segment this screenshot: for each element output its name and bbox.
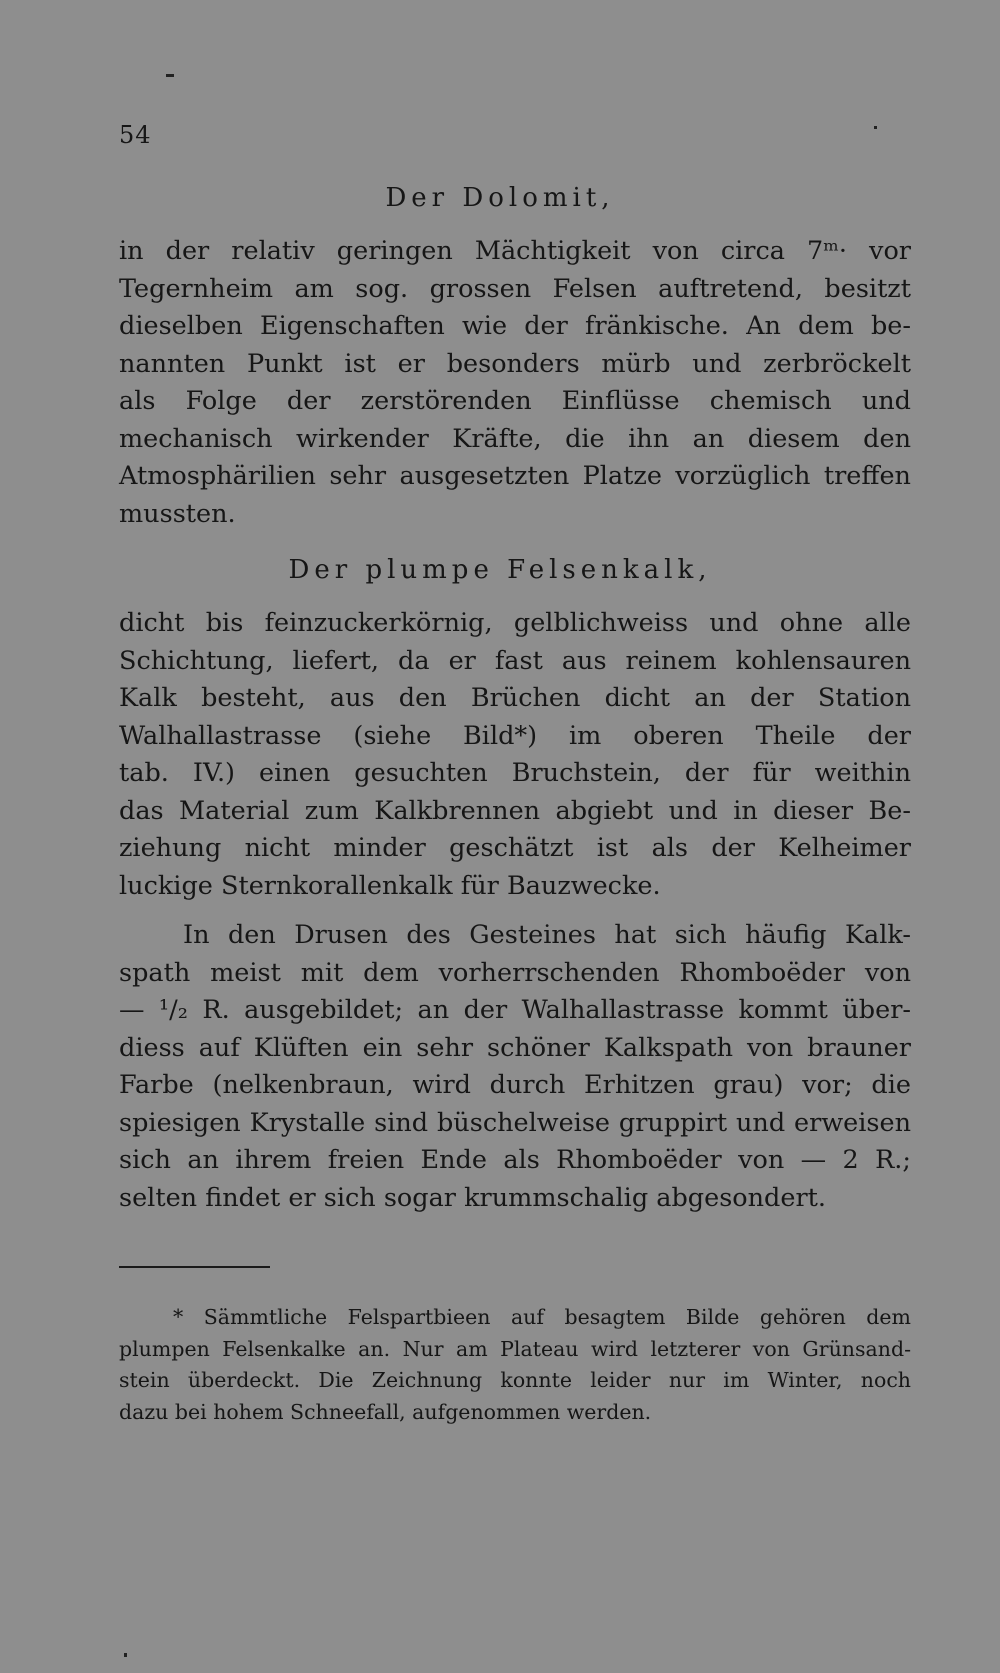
text-line: Schichtung, liefert, da er fast aus reinem kohlensauren bbox=[119, 645, 911, 676]
text-line: Kalk besteht, aus den Brüchen dicht an der Station bbox=[119, 683, 911, 713]
text-line: tab. IV.) einen gesuchten Bruchstein, der für weithin bbox=[119, 758, 911, 788]
footnote-line: * Sämmtliche Felspartbieen auf besagtem Bilde gehören dem bbox=[173, 1305, 911, 1329]
text-line: Atmosphärilien sehr ausgesetzten Platze vorzüglich treffen bbox=[119, 461, 911, 491]
text-line: das Material zum Kalkbrennen abgiebt und in dieser Be- bbox=[119, 795, 911, 826]
section-heading-dolomit: Der Dolomit, bbox=[385, 183, 615, 213]
text-line: In den Drusen des Gesteines hat sich häufig Kalk- bbox=[183, 920, 911, 950]
page-number: 54 bbox=[119, 121, 152, 149]
text-line: in der relativ geringen Mächtigkeit von circa 7ᵐ· vor bbox=[119, 236, 911, 266]
footnote bbox=[119, 1302, 911, 1428]
scan-speck bbox=[166, 74, 174, 77]
text-line: diess auf Klüften ein sehr schöner Kalkspath von brauner bbox=[119, 1032, 911, 1063]
text-line: mussten. bbox=[119, 498, 236, 529]
paragraph-felsenkalk bbox=[119, 605, 911, 905]
text-line: dieselben Eigenschaften wie der fränkische. An dem be- bbox=[119, 311, 911, 341]
section-heading-felsenkalk: Der plumpe Felsenkalk, bbox=[288, 555, 712, 585]
footnote-line: dazu bei hohem Schneefall, aufgenommen werden. bbox=[119, 1399, 652, 1424]
footnote-line: stein überdeckt. Die Zeichnung konnte leider nur im Winter, noch bbox=[119, 1368, 911, 1392]
text-line: — ¹/₂ R. ausgebildet; an der Walhallastrasse kommt über- bbox=[119, 995, 911, 1025]
text-line: Farbe (nelkenbraun, wird durch Erhitzen grau) vor; die bbox=[119, 1070, 911, 1100]
text-line: selten findet er sich sogar krummschalig abgesondert. bbox=[119, 1182, 827, 1213]
paragraph-drusen bbox=[119, 917, 911, 1217]
footnote-divider bbox=[119, 1266, 270, 1268]
text-line: nannten Punkt ist er besonders mürb und zerbröckelt bbox=[119, 348, 911, 379]
text-line: ziehung nicht minder geschätzt ist als der Kelheimer bbox=[119, 833, 911, 863]
footnote-line: plumpen Felsenkalke an. Nur am Plateau wird letzterer von Grünsand- bbox=[119, 1336, 911, 1361]
text-line: spath meist mit dem vorherrschenden Rhomboëder von bbox=[119, 957, 911, 988]
text-line: spiesigen Krystalle sind büschelweise gruppirt und erweisen bbox=[119, 1107, 911, 1138]
text-line: sich an ihrem freien Ende als Rhomboëder von — 2 R.; bbox=[119, 1145, 911, 1175]
text-line: Walhallastrasse (siehe Bild*) im oberen Theile der bbox=[119, 720, 911, 751]
scan-speck bbox=[124, 1653, 127, 1657]
text-line: dicht bis feinzuckerkörnig, gelblichweiss und ohne alle bbox=[119, 608, 911, 638]
text-line: als Folge der zerstörenden Einflüsse chemisch und bbox=[119, 386, 911, 416]
scan-speck bbox=[874, 126, 877, 129]
text-line: luckige Sternkorallenkalk für Bauzwecke. bbox=[119, 870, 661, 901]
text-line: Tegernheim am sog. grossen Felsen auftretend, besitzt bbox=[119, 273, 911, 304]
text-line: mechanisch wirkender Kräfte, die ihn an diesem den bbox=[119, 423, 911, 454]
paragraph-dolomit bbox=[119, 233, 911, 533]
